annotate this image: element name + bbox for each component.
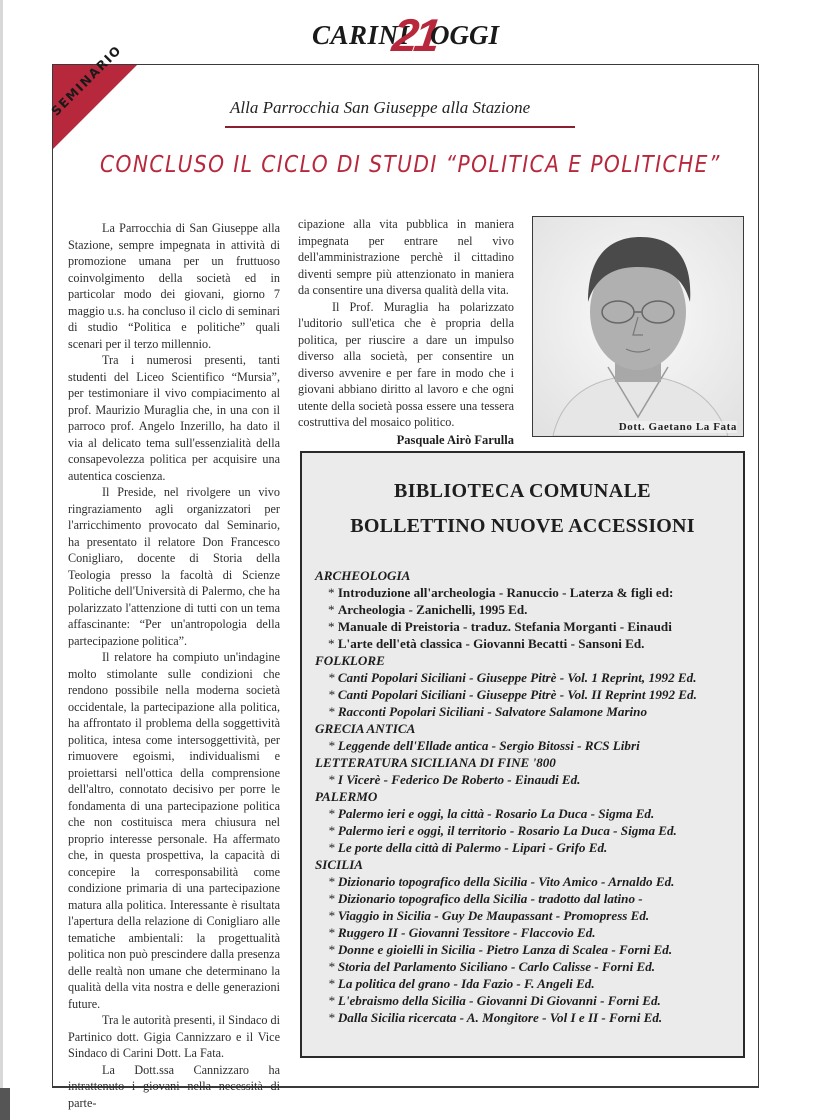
library-item bbox=[315, 584, 740, 601]
library-category: SICILIA bbox=[315, 857, 364, 872]
library-category: FOLKLORE bbox=[315, 653, 385, 668]
scan-edge bbox=[0, 0, 3, 1120]
library-item bbox=[315, 992, 740, 1009]
bullet-asterisk-icon: * bbox=[328, 840, 338, 855]
library-item-text: Ruggero II - Giovanni Tessitore - Flaccovio Ed. bbox=[337, 925, 596, 940]
library-item bbox=[315, 805, 740, 822]
library-item-text: Racconti Popolari Siciliani - Salvatore Salamone Marino bbox=[337, 704, 648, 719]
library-item-text: Dalla Sicilia ricercata - A. Mongitore - Vol I e II - Forni Ed. bbox=[337, 1010, 663, 1025]
bullet-asterisk-icon: * bbox=[328, 823, 338, 838]
library-item-text: L'ebraismo della Sicilia - Giovanni Di Giovanni - Forni Ed. bbox=[337, 993, 661, 1008]
bullet-asterisk-icon: * bbox=[328, 1010, 338, 1025]
masthead-left: CARINI bbox=[312, 20, 410, 50]
paragraph: Tra le autorità presenti, il Sindaco di Partinico dott. Gigia Cannizzaro e il Vice Sindaco di Carini Dott. La Fata. bbox=[68, 1013, 280, 1060]
article-subtitle: Alla Parrocchia San Giuseppe alla Stazione bbox=[230, 98, 531, 117]
library-item bbox=[315, 737, 740, 754]
article-author: Pasquale Airò Farulla bbox=[396, 432, 514, 447]
photo-caption: Dott. Gaetano La Fata bbox=[618, 421, 737, 433]
bullet-asterisk-icon: * bbox=[328, 687, 338, 702]
paragraph: Il Preside, nel rivolgere un vivo ringraziamento agli organizzatori per l'arricchimento provocato dal Seminario, ha presentato il relatore Don Francesco Conigliaro, docente di Storia della Teologia presso la facoltà di Scienze Politiche dell'Università di Palermo, che ha polarizzato l'attenzione di tutti con un tema affascinante: “Per un'antropologia della partecipazione politica”. bbox=[68, 485, 280, 648]
library-item-text: I Vicerè - Federico De Roberto - Einaudi Ed. bbox=[337, 772, 581, 787]
library-category: PALERMO bbox=[315, 789, 378, 804]
library-item-text: Palermo ieri e oggi, il territorio - Rosario La Duca - Sigma Ed. bbox=[337, 823, 677, 838]
library-item bbox=[315, 618, 740, 635]
bullet-asterisk-icon: * bbox=[328, 806, 338, 821]
article-column-2 bbox=[298, 216, 514, 448]
library-item-text: L'arte dell'età classica - Giovanni Becatti - Sansoni Ed. bbox=[337, 636, 645, 651]
library-item bbox=[315, 907, 740, 924]
library-item-text: Le porte della città di Palermo - Lipari - Grifo Ed. bbox=[337, 840, 608, 855]
library-item bbox=[315, 975, 740, 992]
library-item-text: Donne e gioielli in Sicilia - Pietro Lanza di Scalea - Forni Ed. bbox=[337, 942, 673, 957]
library-item bbox=[315, 635, 740, 652]
paragraph: Il Prof. Muraglia ha polarizzato l'uditorio sull'etica che è propria della politica, per riuscire a dare un impulso diverso alla società, per consentire un diverso avvenire e per fare in modo che i giovani abbiano diritto al lavoro e che ogni utente della società possa essere una tessera costruttiva del mosaico politico. bbox=[298, 299, 514, 429]
library-item-text: Canti Popolari Siciliani - Giuseppe Pitrè - Vol. II Reprint 1992 Ed. bbox=[337, 687, 697, 702]
library-item bbox=[315, 941, 740, 958]
article-headline: CONCLUSO IL CICLO DI STUDI “POLITICA E POLITICHE” bbox=[100, 152, 721, 178]
paragraph: La Dott.ssa Cannizzaro ha intrattenuto i giovani nella necessità di parte- bbox=[68, 1062, 280, 1110]
library-item-text: Viaggio in Sicilia - Guy De Maupassant - Promopress Ed. bbox=[337, 908, 650, 923]
bullet-asterisk-icon: * bbox=[328, 976, 338, 991]
bullet-asterisk-icon: * bbox=[328, 602, 338, 617]
bullet-asterisk-icon: * bbox=[328, 704, 338, 719]
library-item bbox=[315, 873, 740, 890]
library-item-text: Dizionario topografico della Sicilia - Vito Amico - Arnaldo Ed. bbox=[337, 874, 675, 889]
library-item-text: Archeologia - Zanichelli, 1995 Ed. bbox=[337, 602, 528, 617]
library-category: GRECIA ANTICA bbox=[315, 721, 416, 736]
library-item bbox=[315, 924, 740, 941]
library-item-text: Dizionario topografico della Sicilia - tradotto dal latino - bbox=[337, 891, 643, 906]
library-box bbox=[300, 451, 745, 1058]
bullet-asterisk-icon: * bbox=[328, 891, 338, 906]
paragraph: Il relatore ha compiuto un'indagine molto stimolante sulle condizioni che rendono possibile nella moderna società occidentale, la partecipazione alla politica, ha affrontato il problema della soggettività politica, intesa come intersoggettività, per rimuovere egoismi, individualismi e proiettarsi nell'ottica della comprensione dell'altro, connotato decisivo per porre le fondamenta di una partecipazione politica che non costituisca mera chiusura nel proprio interesse personale. Ha affermato che, in questa prospettiva, la capacità di concepire la corresponsabilità come condizione primaria di una partecipazione matura alla politica. Interessante è risultata l'apertura della relazione di Conigliaro alle tematiche ambientali: la progettualità politica non può prescindere dalla presenza delle realtà non umane che determinano la qualità della vita nostra e delle generazioni future. bbox=[68, 650, 280, 1011]
portrait-photo bbox=[532, 216, 744, 437]
library-accession-list bbox=[315, 567, 740, 1026]
library-item bbox=[315, 771, 740, 788]
paragraph: La Parrocchia di San Giuseppe alla Stazione, sempre impegnata in attività di promozione umana per un fruttuoso coinvolgimento della società ed in particolar modo dei giovani, giorno 7 maggio u.s. ha concluso il ciclo di seminari di studio “Politica e politiche” quali scenari per il terzo millennio. bbox=[68, 221, 280, 351]
bullet-asterisk-icon: * bbox=[328, 942, 338, 957]
library-item-text: Canti Popolari Siciliani - Giuseppe Pitrè - Vol. 1 Reprint, 1992 Ed. bbox=[337, 670, 697, 685]
portrait-image bbox=[533, 217, 743, 436]
library-category: LETTERATURA SICILIANA DI FINE '800 bbox=[315, 755, 556, 770]
bullet-asterisk-icon: * bbox=[328, 738, 338, 753]
bullet-asterisk-icon: * bbox=[328, 619, 338, 634]
library-item-text: Leggende dell'Ellade antica - Sergio Bitossi - RCS Libri bbox=[337, 738, 640, 753]
library-item bbox=[315, 703, 740, 720]
masthead-right: OGGI bbox=[430, 20, 500, 50]
library-item bbox=[315, 958, 740, 975]
library-item bbox=[315, 890, 740, 907]
library-item bbox=[315, 839, 740, 856]
page-number: 21 bbox=[389, 9, 440, 61]
library-item bbox=[315, 1009, 740, 1026]
library-item-text: Palermo ieri e oggi, la città - Rosario La Duca - Sigma Ed. bbox=[337, 806, 655, 821]
article-column-1 bbox=[68, 220, 280, 1111]
library-item-text: Introduzione all'archeologia - Ranuccio - Laterza & figli ed: bbox=[337, 585, 674, 600]
library-subtitle: BOLLETTINO NUOVE ACCESSIONI bbox=[350, 515, 695, 537]
bullet-asterisk-icon: * bbox=[328, 908, 338, 923]
library-item bbox=[315, 822, 740, 839]
bullet-asterisk-icon: * bbox=[328, 670, 338, 685]
bullet-asterisk-icon: * bbox=[328, 959, 338, 974]
bullet-asterisk-icon: * bbox=[328, 874, 338, 889]
library-title: BIBLIOTECA COMUNALE bbox=[393, 480, 652, 502]
library-category: ARCHEOLOGIA bbox=[315, 568, 411, 583]
library-item-text: Manuale di Preistoria - traduz. Stefania Morganti - Einaudi bbox=[337, 619, 672, 634]
bullet-asterisk-icon: * bbox=[328, 772, 338, 787]
section-tag-label: SEMINARIO bbox=[48, 42, 125, 119]
library-item bbox=[315, 601, 740, 618]
bullet-asterisk-icon: * bbox=[328, 636, 338, 651]
scan-edge-mark bbox=[0, 1088, 10, 1120]
masthead-logo bbox=[300, 6, 530, 61]
library-item-text: La politica del grano - Ida Fazio - F. Angeli Ed. bbox=[337, 976, 595, 991]
library-item bbox=[315, 686, 740, 703]
bullet-asterisk-icon: * bbox=[328, 925, 338, 940]
subtitle-rule bbox=[225, 126, 575, 128]
bullet-asterisk-icon: * bbox=[328, 993, 338, 1008]
paragraph: Tra i numerosi presenti, tanti studenti del Liceo Scientifico “Mursia”, per testimoniare il vivo compiacimento al prof. Maurizio Muraglia che, in una con il parroco prof. Angelo Inzerillo, ha dato il via al delicato tema sull'essenzialità della consapevolezza politica per acquisire una autentica coscienza. bbox=[68, 353, 280, 483]
bullet-asterisk-icon: * bbox=[328, 585, 338, 600]
library-item bbox=[315, 669, 740, 686]
paragraph-continuation: cipazione alla vita pubblica in maniera impegnata per entrare nel vivo dell'amministrazione perchè il cittadino diventi sempre più attenzionato in maniera da consentire una diversa qualità della vita. bbox=[298, 217, 514, 297]
library-item-text: Storia del Parlamento Siciliano - Carlo Calisse - Forni Ed. bbox=[337, 959, 656, 974]
